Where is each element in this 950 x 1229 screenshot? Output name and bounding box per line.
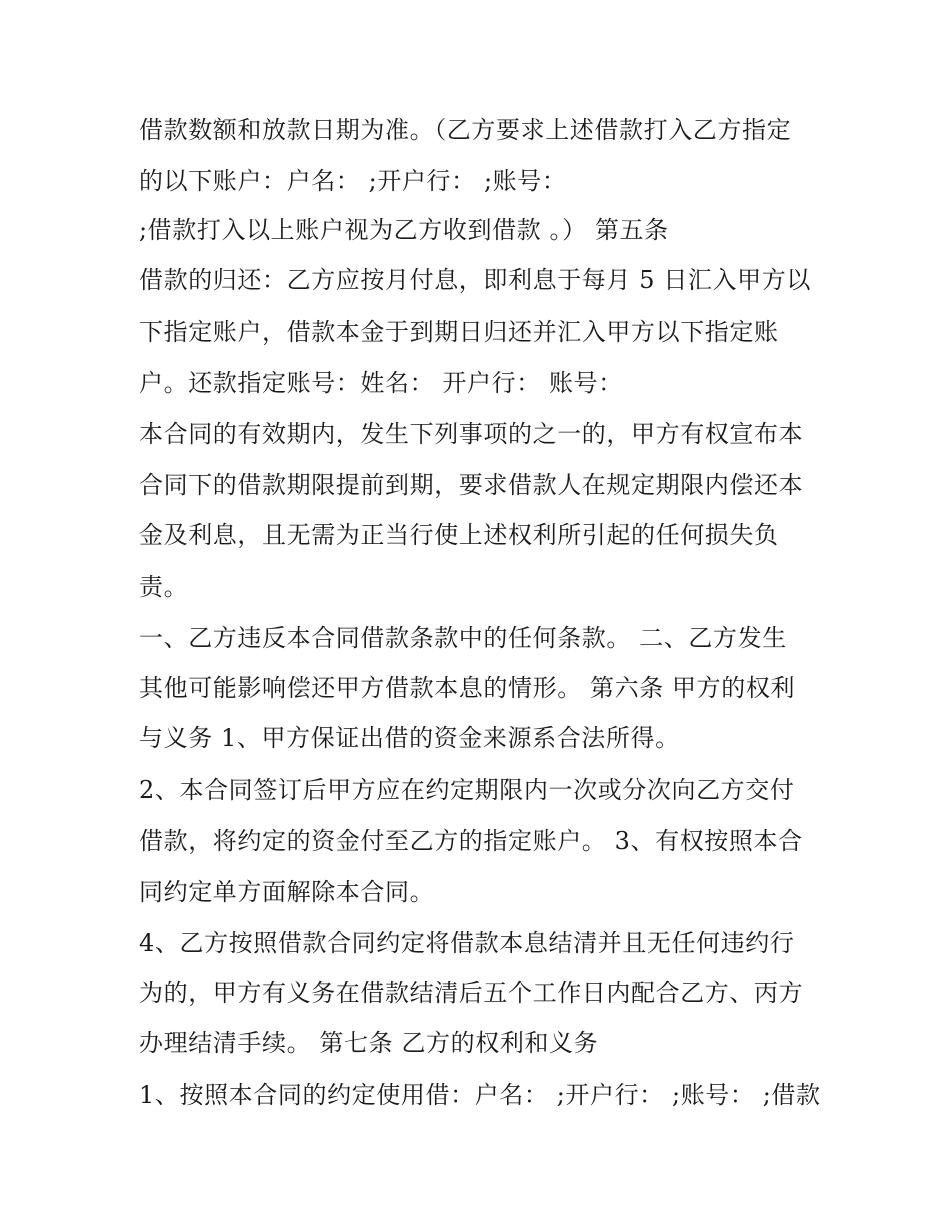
text-line: 下指定账户，借款本金于到期日归还并汇入甲方以下指定账 bbox=[139, 318, 779, 346]
text-line: 本合同的有效期内，发生下列事项的之一的，甲方有权宣布本 bbox=[139, 420, 804, 448]
text-line: 办理结清手续。 第七条 乙方的权利和义务 bbox=[139, 1029, 599, 1057]
text-line: 户。还款指定账号：姓名： 开户行： 账号： bbox=[139, 369, 623, 397]
text-line: 其他可能影响偿还甲方借款本息的情形。 第六条 甲方的权利 bbox=[139, 674, 796, 702]
text-line: 1、按照本合同的约定使用借：户名： ;开户行： ;账号： ;借款 bbox=[139, 1081, 821, 1109]
text-line: 与义务 1、甲方保证出借的资金来源系合法所得。 bbox=[139, 724, 680, 752]
text-line: 的以下账户：户名： ;开户行： ;账号： bbox=[139, 167, 567, 195]
text-line: 4、乙方按照借款合同约定将借款本息结清并且无任何违约行 bbox=[139, 929, 795, 957]
text-line: 合同下的借款期限提前到期，要求借款人在规定期限内偿还本 bbox=[139, 471, 804, 499]
text-line: 2、本合同签订后甲方应在约定期限内一次或分次向乙方交付 bbox=[139, 776, 795, 804]
text-line: 金及利息，且无需为正当行使上述权利所引起的任何损失负 bbox=[139, 521, 779, 549]
text-line: 借款，将约定的资金付至乙方的指定账户。 3、有权按照本合 bbox=[139, 827, 803, 855]
text-line: 一、乙方违反本合同借款条款中的任何条款。 二、乙方发生 bbox=[139, 624, 787, 652]
text-line: 同约定单方面解除本合同。 bbox=[139, 878, 435, 906]
text-line: 借款数额和放款日期为准。（乙方要求上述借款打入乙方指定 bbox=[139, 116, 792, 144]
text-line: 借款的归还：乙方应按月付息，即利息于每月 5 日汇入甲方以 bbox=[139, 266, 811, 294]
text-line: 为的，甲方有义务在借款结清后五个工作日内配合乙方、丙方 bbox=[139, 979, 804, 1007]
text-line: ;借款打入以上账户视为乙方收到借款 。） 第五条 bbox=[139, 216, 669, 244]
text-line: 责。 bbox=[139, 573, 189, 601]
